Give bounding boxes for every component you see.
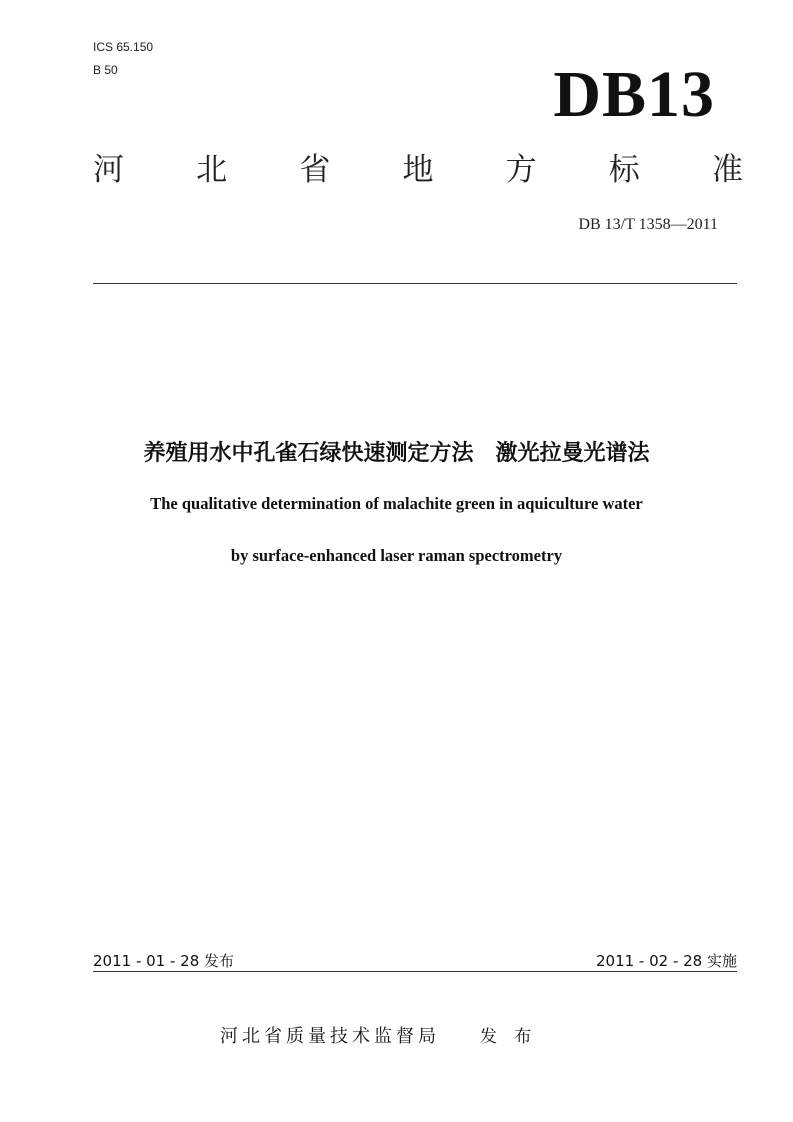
- dates-row: [93, 950, 737, 971]
- issue-date: 2011 - 01 - 28 发布: [93, 952, 235, 970]
- ccs-code: B 50: [93, 63, 118, 77]
- ics-code: ICS 65.150: [93, 40, 154, 54]
- standard-code-mark: DB13: [553, 58, 715, 131]
- standard-number: DB 13/T 1358—2011: [578, 216, 718, 233]
- standard-type-char: 省: [299, 152, 331, 188]
- standard-type-char: 标: [608, 152, 640, 188]
- standard-type-char: 准: [711, 152, 743, 188]
- standard-type-heading: [93, 152, 743, 189]
- standard-type-char: 北: [196, 152, 228, 188]
- title-english-line-2: by surface-enhanced laser raman spectrometry: [230, 546, 563, 565]
- header-divider: [93, 283, 737, 284]
- title-english-line-1: The qualitative determination of malachite green in aquiculture water: [150, 494, 643, 513]
- standard-type-char: 地: [402, 152, 434, 188]
- title-chinese: 养殖用水中孔雀石绿快速测定方法 激光拉曼光谱法: [143, 441, 650, 466]
- issue-label: 发 布: [480, 1027, 538, 1047]
- issuer-row: [220, 1022, 537, 1048]
- standard-type-char: 河: [93, 152, 124, 188]
- issuing-authority: 河北省质量技术监督局: [220, 1026, 440, 1047]
- standard-type-char: 方: [505, 152, 537, 188]
- footer-divider: [93, 971, 737, 972]
- implementation-date: 2011 - 02 - 28 实施: [595, 952, 737, 970]
